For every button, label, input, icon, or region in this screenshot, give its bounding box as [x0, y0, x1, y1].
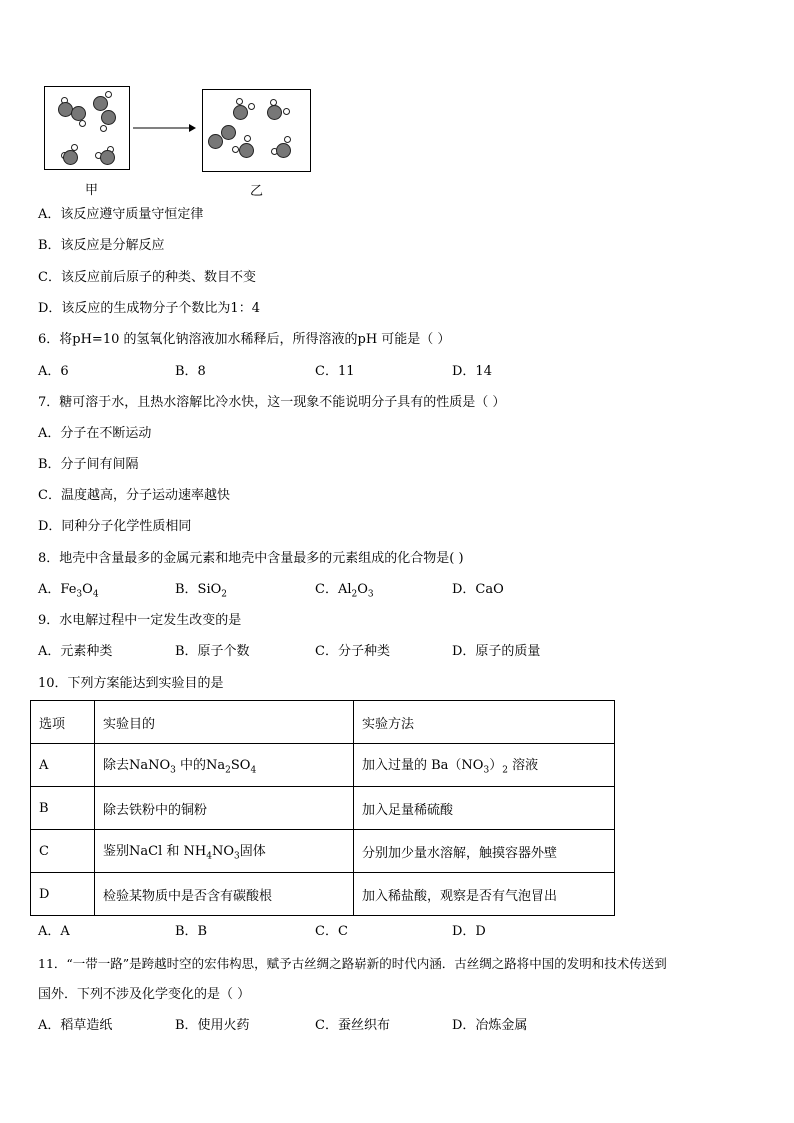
cell-text: 鉴别NaCl 和 NH: [103, 844, 207, 860]
table-row: [31, 744, 615, 787]
q11-stem-line1: 11．“一带一路”是跨越时空的宏伟构思，赋予古丝绸之路崭新的时代内涵．古丝绸之路将中国的发明和技术传送到: [38, 956, 667, 971]
large-atom: [239, 143, 254, 158]
q6-option-c: C．11: [315, 364, 355, 379]
q6-option-d: D．14: [452, 364, 492, 379]
subscript: 4: [92, 589, 99, 600]
q7-stem: 7．糖可溶于水，且热水溶解比冷水快，这一现象不能说明分子具有的性质是（ ）: [38, 395, 506, 410]
cell-text: 除去NaNO: [103, 758, 171, 774]
small-atom: [232, 146, 239, 153]
large-atom: [101, 110, 116, 125]
table-header-cell: 实验目的: [95, 701, 354, 744]
small-atom: [284, 136, 291, 143]
reaction-arrow: [133, 122, 197, 134]
table-cell-goal: 检验某物质中是否含有碳酸根: [95, 873, 354, 916]
table-row: [31, 873, 615, 916]
figure-box-right: [202, 89, 311, 172]
q11-option-a: A．稻草造纸: [38, 1018, 113, 1033]
q8-option-d: D．CaO: [452, 582, 504, 597]
q8-option-a-text: O: [82, 582, 93, 597]
small-atom: [244, 135, 251, 142]
small-atom: [236, 98, 243, 105]
q10-option-d: D．D: [452, 924, 486, 939]
table-cell-method: [354, 744, 615, 787]
q5-option-a: A．该反应遵守质量守恒定律: [38, 207, 204, 222]
subscript: 3: [76, 589, 83, 600]
cell-text: 加入过量的 Ba（NO: [362, 758, 484, 774]
q5-option-b: B．该反应是分解反应: [38, 238, 165, 253]
cell-text: ）: [489, 758, 503, 774]
table-cell-goal: [95, 744, 354, 787]
q6-option-a: A．6: [38, 364, 69, 379]
subscript: 2: [221, 589, 228, 600]
q8-option-a-text: A．Fe: [38, 582, 77, 597]
q8-option-c-text: O: [357, 582, 368, 597]
small-atom: [105, 91, 112, 98]
q11-option-c: C．蚕丝织布: [315, 1018, 390, 1033]
table-row: [31, 787, 615, 830]
q10-table: [30, 700, 615, 916]
q9-stem: 9．水电解过程中一定发生改变的是: [38, 613, 242, 628]
table-header-cell: 实验方法: [354, 701, 615, 744]
table-cell-option: B: [31, 787, 95, 830]
large-atom: [233, 105, 248, 120]
table-cell-option: D: [31, 873, 95, 916]
large-atom: [63, 150, 78, 165]
q7-option-b: B．分子间有间隔: [38, 457, 139, 472]
q8-option-b-text: B．SiO: [175, 582, 222, 597]
cell-text: 固体: [239, 844, 266, 860]
q9-option-a: A．元素种类: [38, 644, 113, 659]
small-atom: [283, 108, 290, 115]
table-cell-goal: 除去铁粉中的铜粉: [95, 787, 354, 830]
large-atom: [267, 105, 282, 120]
subscript: 3: [483, 765, 490, 776]
q6-option-b: B．8: [175, 364, 206, 379]
subscript: 4: [250, 765, 257, 776]
large-atom: [71, 106, 86, 121]
cell-text: NO: [211, 844, 234, 860]
figure-box-left: [44, 86, 130, 170]
large-atom: [276, 143, 291, 158]
subscript: 3: [234, 851, 240, 862]
cell-text: SO: [230, 758, 251, 774]
q8-option-c: [315, 582, 374, 603]
small-atom: [79, 120, 86, 127]
q8-option-c-text: C．Al: [315, 582, 352, 597]
table-cell-goal: [95, 830, 354, 873]
figure-label-right: 乙: [250, 184, 264, 199]
q8-stem: 8．地壳中含量最多的金属元素和地壳中含量最多的元素组成的化合物是( ): [38, 551, 464, 566]
q5-option-d: D．该反应的生成物分子个数比为1：4: [38, 301, 260, 316]
q8-option-a: [38, 582, 99, 603]
subscript: 3: [367, 589, 374, 600]
subscript: 2: [502, 765, 508, 776]
table-cell-method: 加入足量稀硫酸: [354, 787, 615, 830]
table-cell-method: 加入稀盐酸，观察是否有气泡冒出: [354, 873, 615, 916]
cell-text: 溶液: [507, 758, 539, 774]
q7-option-d: D．同种分子化学性质相同: [38, 519, 192, 534]
figure-label-left: 甲: [85, 183, 99, 198]
q6-stem: 6．将pH=10 的氢氧化钠溶液加水稀释后，所得溶液的pH 可能是（ ）: [38, 332, 451, 347]
large-atom: [208, 134, 223, 149]
table-cell-method: 分别加少量水溶解，触摸容器外壁: [354, 830, 615, 873]
q10-stem: 10．下列方案能达到实验目的是: [38, 676, 224, 691]
q11-option-d: D．冶炼金属: [452, 1018, 528, 1033]
table-header-row: [31, 701, 615, 744]
q11-stem-line2: 国外．下列不涉及化学变化的是（ ）: [38, 987, 251, 1002]
small-atom: [248, 103, 255, 110]
q5-option-c: C．该反应前后原子的种类、数目不变: [38, 270, 256, 285]
q9-option-d: D．原子的质量: [452, 644, 541, 659]
q11-option-b: B．使用火药: [175, 1018, 250, 1033]
table-cell-option: C: [31, 830, 95, 873]
q7-option-c: C．温度越高，分子运动速率越快: [38, 488, 230, 503]
subscript: 2: [225, 765, 231, 776]
q9-option-c: C．分子种类: [315, 644, 390, 659]
q10-option-b: B．B: [175, 924, 208, 939]
q7-option-a: A．分子在不断运动: [38, 426, 152, 441]
subscript: 4: [206, 851, 212, 862]
q10-option-c: C．C: [315, 924, 348, 939]
q10-option-a: A．A: [38, 924, 70, 939]
subscript: 3: [170, 765, 176, 776]
q8-option-b: [175, 582, 227, 603]
table-row: [31, 830, 615, 873]
table-header-cell: 选项: [31, 701, 95, 744]
small-atom: [100, 125, 107, 132]
q9-option-b: B．原子个数: [175, 644, 250, 659]
cell-text: 中的Na: [175, 758, 226, 774]
subscript: 2: [351, 589, 358, 600]
large-atom: [221, 125, 236, 140]
large-atom: [93, 96, 108, 111]
table-cell-option: A: [31, 744, 95, 787]
large-atom: [100, 150, 115, 165]
